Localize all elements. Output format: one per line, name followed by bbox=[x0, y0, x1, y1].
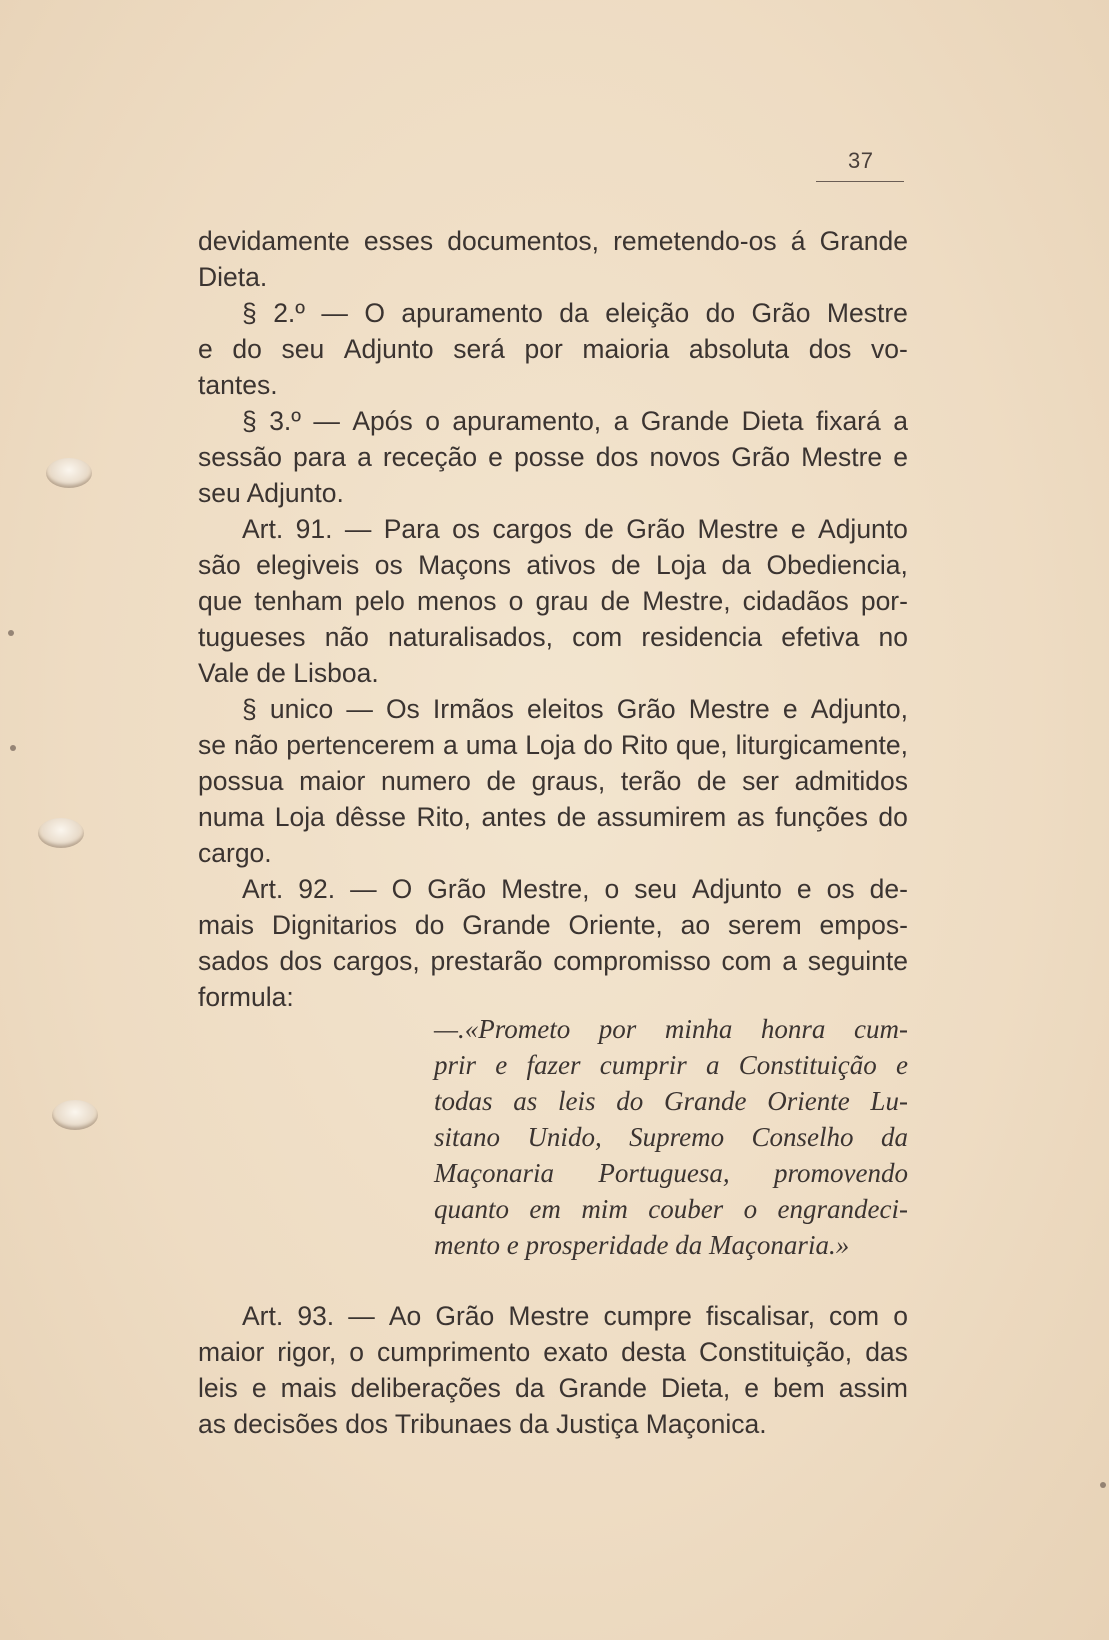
oath-line: sitano Unido, Supremo Conselho da bbox=[434, 1122, 908, 1152]
text-line: Dieta. bbox=[198, 262, 268, 292]
paper-speck bbox=[10, 745, 16, 751]
text-line: Art. 92. — O Grão Mestre, o seu Adjunto e os de- bbox=[242, 874, 908, 904]
text-line: tugueses não naturalisados, com residencia efetiva no bbox=[198, 622, 908, 652]
binding-hole bbox=[38, 818, 84, 848]
oath-line: —.«Prometo por minha honra cum- bbox=[434, 1014, 908, 1044]
paper-speck bbox=[8, 630, 14, 636]
oath-line: prir e fazer cumprir a Constituição e bbox=[434, 1050, 908, 1080]
text-line: mais Dignitarios do Grande Oriente, ao serem empos- bbox=[198, 910, 908, 940]
text-line: maior rigor, o cumprimento exato desta Constituição, das bbox=[198, 1337, 908, 1367]
text-line: que tenham pelo menos o grau de Mestre, cidadãos por- bbox=[198, 586, 908, 616]
oath-line: Maçonaria Portuguesa, promovendo bbox=[434, 1158, 908, 1188]
text-line: formula: bbox=[198, 982, 294, 1012]
text-line: as decisões dos Tribunaes da Justiça Maçonica. bbox=[198, 1409, 767, 1439]
text-line: tantes. bbox=[198, 370, 278, 400]
article-93 bbox=[198, 1298, 908, 1442]
page-number: 37 bbox=[848, 148, 874, 173]
text-line: sados dos cargos, prestarão compromisso com a seguinte bbox=[198, 946, 908, 976]
oath-line: todas as leis do Grande Oriente Lu- bbox=[434, 1086, 908, 1116]
text-line: seu Adjunto. bbox=[198, 478, 344, 508]
text-line: e do seu Adjunto será por maioria absoluta dos vo- bbox=[198, 334, 908, 364]
page-number-rule bbox=[816, 181, 904, 182]
text-line: se não pertencerem a uma Loja do Rito que, liturgicamente, bbox=[198, 730, 908, 760]
oath-formula bbox=[434, 1011, 908, 1263]
paper-speck bbox=[1100, 1482, 1106, 1488]
text-line: cargo. bbox=[198, 838, 272, 868]
text-line: possua maior numero de graus, terão de ser admitidos bbox=[198, 766, 908, 796]
text-line: são elegiveis os Maçons ativos de Loja da Obediencia, bbox=[198, 550, 908, 580]
binding-hole bbox=[46, 458, 92, 488]
text-line: § 2.º — O apuramento da eleição do Grão Mestre bbox=[242, 298, 908, 328]
text-line: devidamente esses documentos, remetendo-os á Grande bbox=[198, 226, 908, 256]
oath-line: quanto em mim couber o engrandeci- bbox=[434, 1194, 908, 1224]
text-line: numa Loja dêsse Rito, antes de assumirem as funções do bbox=[198, 802, 908, 832]
text-line: sessão para a receção e posse dos novos Grão Mestre e bbox=[198, 442, 908, 472]
text-line: Art. 91. — Para os cargos de Grão Mestre e Adjunto bbox=[242, 514, 908, 544]
text-line: § 3.º — Após o apuramento, a Grande Dieta fixará a bbox=[242, 406, 908, 436]
oath-line: mento e prosperidade da Maçonaria.» bbox=[434, 1230, 850, 1260]
text-line: leis e mais deliberações da Grande Dieta, e bem assim bbox=[198, 1373, 908, 1403]
text-line: § unico — Os Irmãos eleitos Grão Mestre e Adjunto, bbox=[242, 694, 908, 724]
body-text bbox=[198, 223, 908, 1015]
binding-hole bbox=[52, 1100, 98, 1130]
text-line: Art. 93. — Ao Grão Mestre cumpre fiscalisar, com o bbox=[242, 1301, 908, 1331]
text-line: Vale de Lisboa. bbox=[198, 658, 379, 688]
